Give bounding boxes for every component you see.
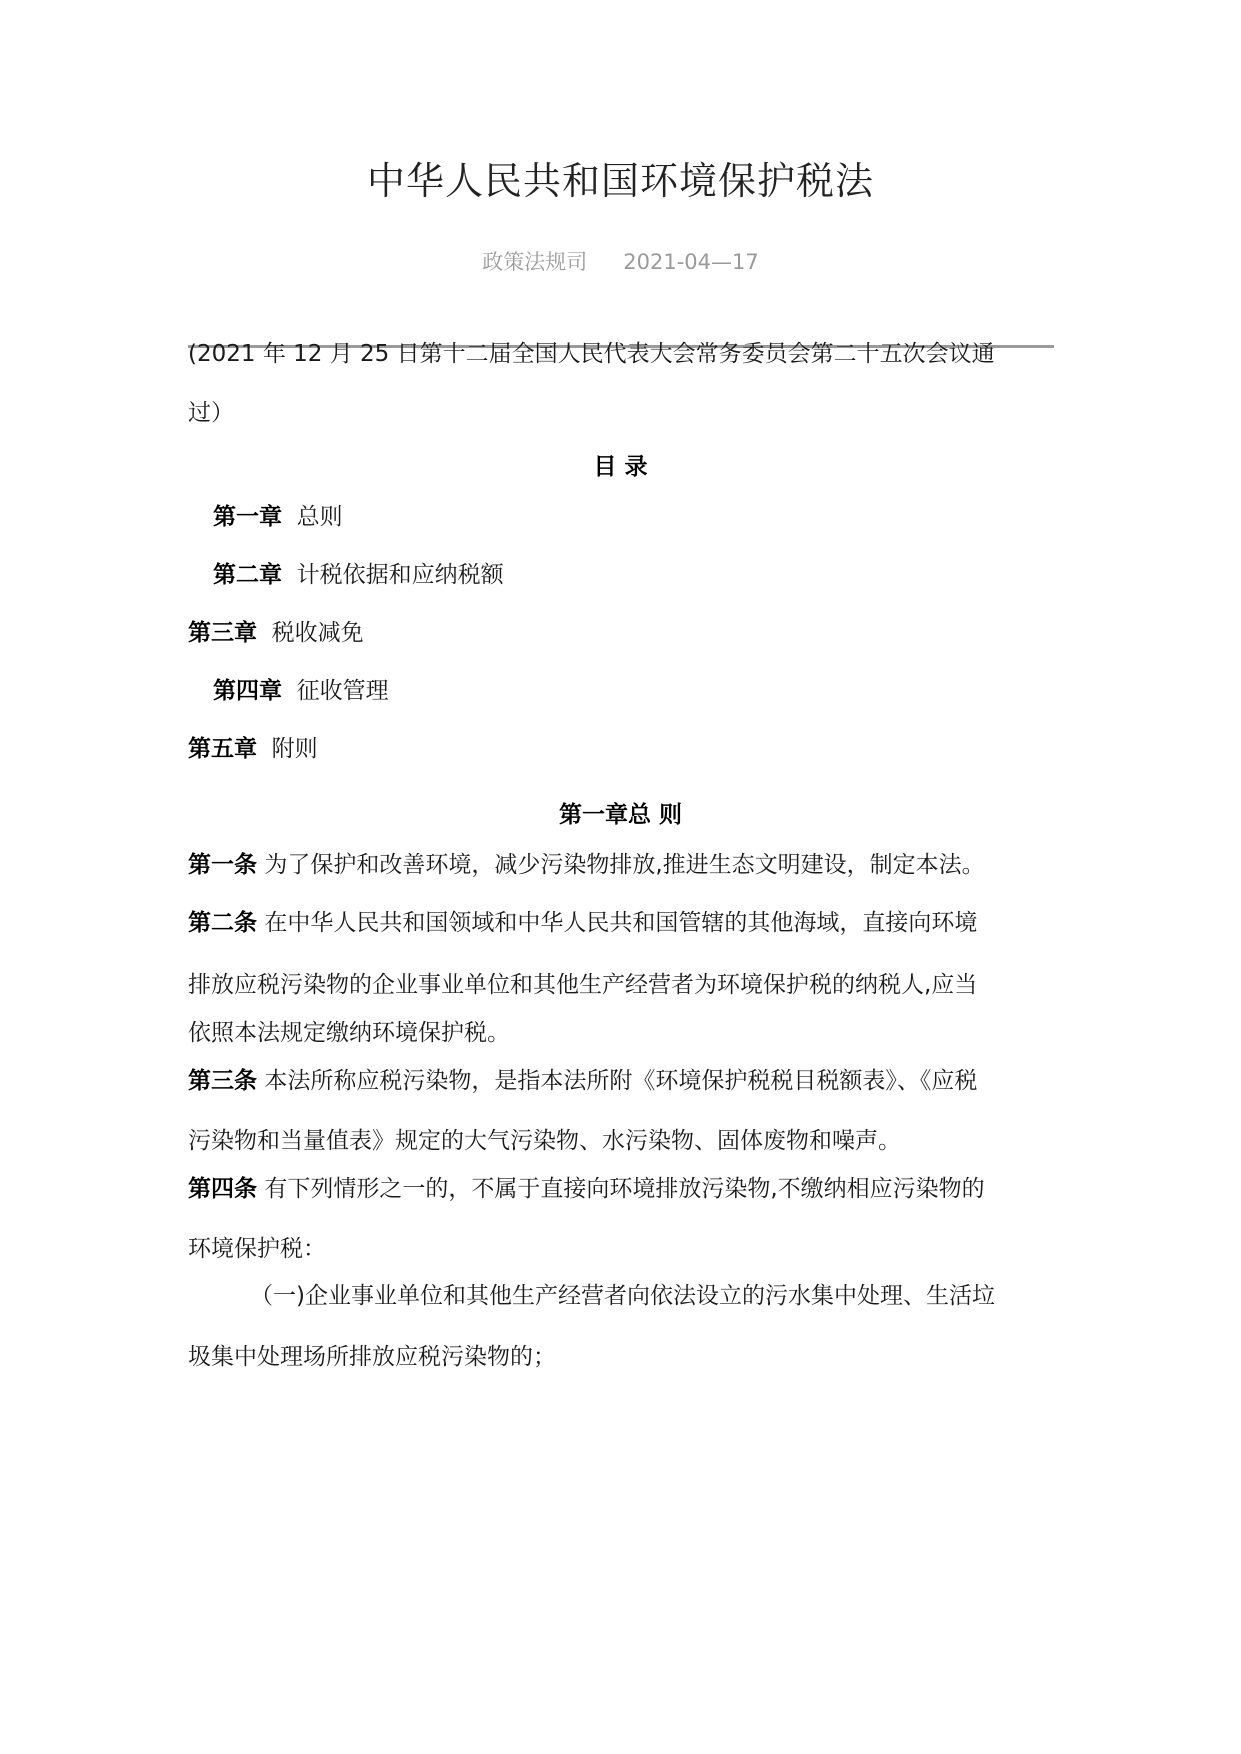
article-3-line-2: 污染物和当量值表》规定的大气污染物、水污染物、固体废物和噪声。 <box>188 1128 901 1154</box>
article-2 <box>188 912 1058 935</box>
chapter-heading: 第一章总 则 <box>558 802 682 828</box>
toc-chapter-title: 税收减免 <box>271 620 364 646</box>
clause-1: （一)企业事业单位和其他生产经营者向依法设立的污水集中处理、生活垃 <box>250 1283 995 1309</box>
article-4-line-2: 环境保护税： <box>188 1236 326 1262</box>
toc-item <box>213 680 1083 703</box>
toc-chapter-label: 第三章 <box>188 620 257 646</box>
article-label: 第三条 <box>188 1068 257 1094</box>
article-2-line-3: 依照本法规定缴纳环境保护税。 <box>188 1020 510 1046</box>
article-text: 本法所称应税污染物，是指本法所附《环境保护税税目税额表》、《应税 <box>264 1068 978 1094</box>
toc-chapter-label: 第五章 <box>188 736 257 762</box>
article-1 <box>188 854 1058 877</box>
toc-item <box>213 506 1083 529</box>
toc-item <box>188 622 1058 645</box>
document-meta <box>0 246 1241 276</box>
preamble-line-1: (2021 年 12 月 25 日第十二届全国人民代表大会常务委员会第二十五次会议通 <box>188 341 995 367</box>
article-2-line-2: 排放应税污染物的企业事业单位和其他生产经营者为环境保护税的纳税人,应当 <box>188 972 978 998</box>
toc-chapter-title: 附则 <box>271 736 318 762</box>
toc-item <box>213 564 1083 587</box>
document-date: 2021-04—17 <box>623 250 759 274</box>
article-3 <box>188 1070 1058 1093</box>
toc-chapter-label: 第四章 <box>213 678 282 704</box>
toc-item <box>188 738 1058 761</box>
article-text: 在中华人民共和国领域和中华人民共和国管辖的其他海域，直接向环境 <box>264 910 978 936</box>
article-text: 为了保护和改善环境，减少污染物排放,推进生态文明建设，制定本法。 <box>264 852 985 878</box>
toc-chapter-label: 第一章 <box>213 504 282 530</box>
article-label: 第四条 <box>188 1176 257 1202</box>
document-source: 政策法规司 <box>482 250 588 274</box>
article-text: 有下列情形之一的，不属于直接向环境排放污染物,不缴纳相应污染物的 <box>264 1176 985 1202</box>
toc-chapter-title: 总则 <box>296 504 343 530</box>
document-title: 中华人民共和国环境保护税法 <box>366 159 874 203</box>
toc-heading: 目 录 <box>593 454 648 480</box>
toc-chapter-label: 第二章 <box>213 562 282 588</box>
clause-1-line-2: 圾集中处理场所排放应税污染物的； <box>188 1344 556 1370</box>
toc-chapter-title: 征收管理 <box>296 678 389 704</box>
preamble-line-2: 过） <box>188 400 234 426</box>
article-label: 第一条 <box>188 852 257 878</box>
toc-chapter-title: 计税依据和应纳税额 <box>296 562 504 588</box>
article-label: 第二条 <box>188 910 257 936</box>
article-4 <box>188 1178 1058 1201</box>
